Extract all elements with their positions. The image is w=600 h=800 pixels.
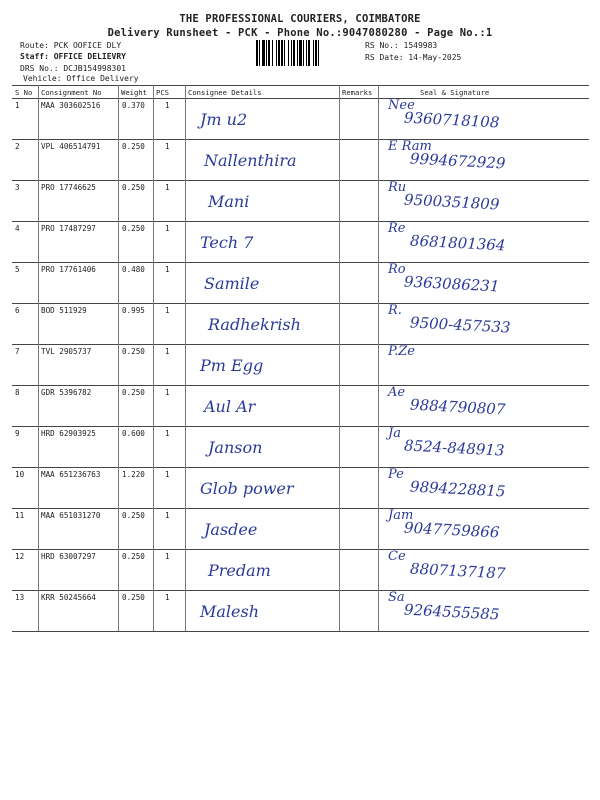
- staff-label: Staff: OFFICE DELIEVRY: [20, 52, 126, 61]
- row-consignee-handwriting: Nallenthira: [204, 151, 297, 170]
- row-sno: 4: [15, 224, 20, 233]
- row-seal-phone: 8524-848913: [403, 436, 505, 460]
- row-consignee-handwriting: Predam: [208, 561, 271, 580]
- row-consignment-no: GDR 5396782: [41, 388, 92, 397]
- table-row: [12, 426, 589, 467]
- row-weight: 0.995: [122, 306, 145, 315]
- row-seal-phone: 9360718108: [403, 108, 500, 132]
- row-pcs: 1: [165, 511, 170, 520]
- table-top-rule: [12, 85, 589, 86]
- row-consignee-handwriting: Jm u2: [200, 110, 248, 129]
- row-consignee-handwriting: Samile: [204, 274, 260, 293]
- row-pcs: 1: [165, 552, 170, 561]
- table-row: [12, 508, 589, 549]
- table-row: [12, 262, 589, 303]
- row-consignee-handwriting: Radhekrish: [208, 315, 301, 334]
- row-consignment-no: PRO 17746625: [41, 183, 96, 192]
- drs-number: DRS No.: DCJB154998301: [20, 64, 126, 73]
- barcode-bar: [319, 40, 321, 66]
- row-seal-signature: Pe: [388, 467, 404, 482]
- column-divider: [38, 85, 39, 631]
- col-seal-header: Seal & Signature: [420, 88, 490, 97]
- table-row: [12, 221, 589, 262]
- row-pcs: 1: [165, 101, 170, 110]
- row-seal-phone: 8807137187: [409, 559, 506, 583]
- rs-number: RS No.: 1549983: [365, 41, 438, 50]
- row-pcs: 1: [165, 347, 170, 356]
- row-sno: 11: [15, 511, 25, 520]
- row-seal-signature: Ja: [388, 426, 401, 441]
- row-seal-phone: 9894228815: [409, 477, 506, 501]
- col-consignee-header: Consignee Details: [188, 88, 262, 97]
- table-row: [12, 385, 589, 426]
- row-seal-signature: Nee: [388, 98, 415, 113]
- row-sno: 12: [15, 552, 25, 561]
- row-seal-phone: 9884790807: [409, 395, 506, 419]
- row-weight: 1.220: [122, 470, 145, 479]
- row-rule: [12, 631, 589, 632]
- row-seal-signature: Ru: [388, 180, 407, 195]
- row-sno: 9: [15, 429, 20, 438]
- row-sno: 3: [15, 183, 20, 192]
- col-sno-header: S No: [15, 88, 33, 97]
- row-consignment-no: MAA 303602516: [41, 101, 101, 110]
- row-seal-phone: 9500-457533: [409, 313, 511, 337]
- row-seal-signature: Ae: [388, 385, 406, 400]
- row-seal-phone: 9994672929: [409, 149, 506, 173]
- row-weight: 0.250: [122, 347, 145, 356]
- row-seal-phone: 8681801364: [409, 231, 506, 255]
- row-consignee-handwriting: Tech 7: [200, 233, 254, 252]
- table-row: [12, 344, 589, 385]
- row-pcs: 1: [165, 429, 170, 438]
- row-consignee-handwriting: Malesh: [200, 602, 260, 621]
- table-row: [12, 139, 589, 180]
- row-pcs: 1: [165, 306, 170, 315]
- row-weight: 0.250: [122, 142, 145, 151]
- row-sno: 8: [15, 388, 20, 397]
- col-pcs-header: PCS: [156, 88, 169, 97]
- row-seal-signature: Ro: [388, 262, 406, 277]
- barcode-image: [256, 40, 352, 66]
- row-weight: 0.480: [122, 265, 145, 274]
- row-consignee-handwriting: Pm Egg: [200, 356, 264, 375]
- route-label: Route: PCK OOFICE DLY: [20, 41, 122, 50]
- row-sno: 6: [15, 306, 20, 315]
- row-seal-phone: 9264555585: [403, 600, 500, 624]
- row-consignment-no: KRR 50245664: [41, 593, 96, 602]
- column-divider: [153, 85, 154, 631]
- row-consignee-handwriting: Jasdee: [204, 520, 258, 539]
- row-seal-signature: E Ram: [388, 139, 432, 154]
- row-consignment-no: HRD 62903925: [41, 429, 96, 438]
- row-pcs: 1: [165, 265, 170, 274]
- row-consignment-no: VPL 406514791: [41, 142, 101, 151]
- row-pcs: 1: [165, 388, 170, 397]
- row-weight: 0.250: [122, 552, 145, 561]
- row-consignee-handwriting: Mani: [208, 192, 250, 211]
- row-consignee-handwriting: Janson: [208, 438, 263, 457]
- row-seal-signature: Sa: [388, 590, 405, 605]
- row-sno: 13: [15, 593, 25, 602]
- row-consignment-no: MAA 651031270: [41, 511, 101, 520]
- row-pcs: 1: [165, 470, 170, 479]
- col-consignment-header: Consignment No: [41, 88, 102, 97]
- row-seal-phone: 9500351809: [403, 190, 500, 214]
- row-weight: 0.250: [122, 593, 145, 602]
- row-weight: 0.250: [122, 511, 145, 520]
- row-consignment-no: TVL 2905737: [41, 347, 92, 356]
- row-sno: 7: [15, 347, 20, 356]
- table-row: [12, 303, 589, 344]
- row-consignment-no: HRD 63007297: [41, 552, 96, 561]
- table-row: [12, 549, 589, 590]
- vehicle-label: Vehicle: Office Delivery: [23, 74, 139, 83]
- col-remarks-header: Remarks: [342, 88, 373, 97]
- table-row: [12, 590, 589, 631]
- row-consignee-handwriting: Aul Ar: [204, 397, 256, 416]
- row-pcs: 1: [165, 183, 170, 192]
- row-consignment-no: PRO 17761406: [41, 265, 96, 274]
- col-weight-header: Weight: [121, 88, 147, 97]
- row-weight: 0.250: [122, 183, 145, 192]
- column-divider: [118, 85, 119, 631]
- row-consignment-no: BOD 511929: [41, 306, 87, 315]
- company-title: THE PROFESSIONAL COURIERS, COIMBATORE: [179, 13, 421, 25]
- row-seal-signature: P.Ze: [388, 344, 415, 359]
- row-sno: 10: [15, 470, 25, 479]
- column-divider: [339, 85, 340, 631]
- row-weight: 0.370: [122, 101, 145, 110]
- column-divider: [378, 85, 379, 631]
- table-row: [12, 98, 589, 139]
- row-seal-signature: Re: [388, 221, 406, 236]
- row-consignment-no: MAA 651236763: [41, 470, 101, 479]
- row-weight: 0.600: [122, 429, 145, 438]
- row-consignment-no: PRO 17487297: [41, 224, 96, 233]
- row-weight: 0.250: [122, 388, 145, 397]
- row-sno: 5: [15, 265, 20, 274]
- row-seal-phone: 9047759866: [403, 518, 500, 542]
- row-seal-signature: R.: [388, 303, 402, 318]
- table-row: [12, 467, 589, 508]
- table-row: [12, 180, 589, 221]
- column-divider: [185, 85, 186, 631]
- row-seal-signature: Jam: [388, 508, 414, 523]
- row-sno: 1: [15, 101, 20, 110]
- row-pcs: 1: [165, 142, 170, 151]
- row-pcs: 1: [165, 593, 170, 602]
- runsheet-subtitle: Delivery Runsheet - PCK - Phone No.:9047080280 - Page No.:1: [107, 27, 493, 39]
- row-weight: 0.250: [122, 224, 145, 233]
- row-sno: 2: [15, 142, 20, 151]
- row-seal-signature: Ce: [388, 549, 406, 564]
- row-seal-phone: 9363086231: [403, 272, 500, 296]
- row-pcs: 1: [165, 224, 170, 233]
- row-consignee-handwriting: Glob power: [200, 479, 294, 498]
- rs-date: RS Date: 14-May-2025: [365, 53, 462, 62]
